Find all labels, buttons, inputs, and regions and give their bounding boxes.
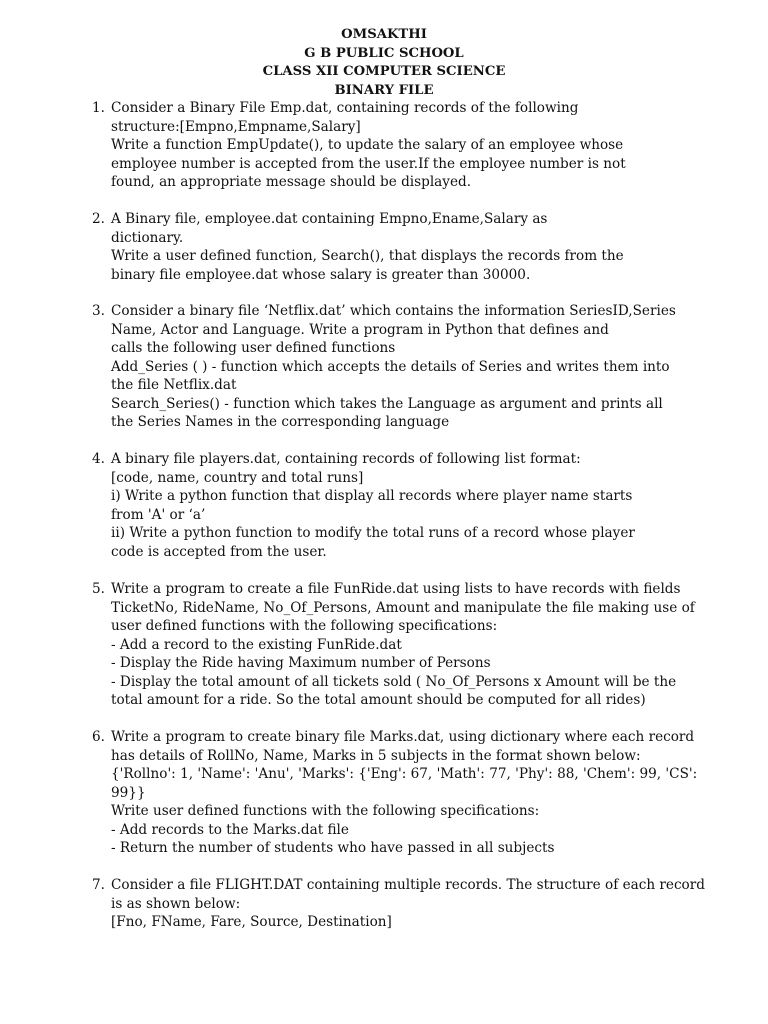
question-line: - Add records to the Marks.dat file bbox=[111, 821, 349, 838]
question-line: calls the following user defined functions bbox=[111, 340, 396, 356]
question-line: i) Write a python function that display all records where player name starts bbox=[111, 488, 633, 504]
header-line-2: G B PUBLIC SCHOOL bbox=[304, 45, 464, 61]
question-line: code is accepted from the user. bbox=[111, 543, 327, 560]
question-number: 2. bbox=[92, 211, 105, 227]
question-line: Write a function EmpUpdate(), to update the salary of an employee whose bbox=[111, 137, 624, 153]
question-line: is as shown below: bbox=[111, 895, 241, 912]
question-line: dictionary. bbox=[111, 229, 184, 246]
question-number: 7. bbox=[92, 877, 105, 893]
question-number: 6. bbox=[92, 729, 105, 745]
question-line: from 'A' or ‘a’ bbox=[111, 506, 206, 523]
question-line: {'Rollno': 1, 'Name': 'Anu', 'Marks': {'Eng': 67, 'Math': 77, 'Phy': 88, 'Chem': 99, 'CS': bbox=[111, 766, 698, 782]
question-line: [code, name, country and total runs] bbox=[111, 469, 364, 486]
question-line: Consider a binary file ‘Netflix.dat’ which contains the information SeriesID,Series bbox=[111, 303, 676, 319]
question-line: found, an appropriate message should be displayed. bbox=[111, 174, 472, 190]
header-line-3: CLASS XII COMPUTER SCIENCE bbox=[262, 64, 506, 79]
question-line: user defined functions with the following specifications: bbox=[111, 618, 498, 634]
question-number: 1. bbox=[92, 100, 105, 116]
question-line: Write a program to create a file FunRide.dat using lists to have records with fields bbox=[111, 581, 681, 597]
question-line: A Binary file, employee.dat containing Empno,Ename,Salary as bbox=[111, 211, 548, 227]
question-line: Write a user defined function, Search(), that displays the records from the bbox=[111, 248, 624, 264]
question-line: A binary file players.dat, containing records of following list format: bbox=[111, 451, 581, 467]
question-number: 3. bbox=[92, 303, 105, 319]
document-header bbox=[0, 26, 768, 100]
header-line-1: OMSAKTHI bbox=[341, 27, 427, 42]
question-line: Write a program to create binary file Marks.dat, using dictionary where each record bbox=[111, 729, 695, 745]
question-line: the Series Names in the corresponding language bbox=[111, 414, 450, 430]
question-line: - Display the total amount of all tickets sold ( No_Of_Persons x Amount will be the bbox=[111, 673, 677, 690]
question-number: 4. bbox=[92, 451, 105, 467]
question-line: 99}} bbox=[111, 784, 146, 801]
question-line: [Fno, FName, Fare, Source, Destination] bbox=[111, 914, 392, 930]
question-line: - Return the number of students who have passed in all subjects bbox=[111, 840, 555, 856]
question-line: Name, Actor and Language. Write a program in Python that defines and bbox=[111, 321, 609, 338]
header-line-4: BINARY FILE bbox=[334, 82, 434, 98]
question-line: Add_Series ( ) - function which accepts the details of Series and writes them into bbox=[111, 358, 670, 375]
question-line: Search_Series() - function which takes the Language as argument and prints all bbox=[111, 395, 663, 412]
question-line: structure:[Empno,Empname,Salary] bbox=[111, 118, 361, 135]
question-line: TicketNo, RideName, No_Of_Persons, Amount and manipulate the file making use of bbox=[111, 599, 695, 616]
question-line: - Display the Ride having Maximum number of Persons bbox=[111, 655, 491, 671]
question-line: Consider a file FLIGHT.DAT containing multiple records. The structure of each record bbox=[111, 877, 705, 893]
question-line: binary file employee.dat whose salary is greater than 30000. bbox=[111, 266, 531, 283]
question-line: Write user defined functions with the following specifications: bbox=[111, 803, 540, 819]
question-line: - Add a record to the existing FunRide.dat bbox=[111, 636, 402, 653]
question-line: the file Netflix.dat bbox=[111, 377, 237, 393]
question-number: 5. bbox=[92, 581, 105, 597]
question-line: total amount for a ride. So the total amount should be computed for all rides) bbox=[111, 692, 646, 708]
question-line: Consider a Binary File Emp.dat, containing records of the following bbox=[111, 100, 579, 116]
question-line: ii) Write a python function to modify the total runs of a record whose player bbox=[111, 525, 635, 541]
question-line: has details of RollNo, Name, Marks in 5 subjects in the format shown below: bbox=[111, 747, 641, 764]
question-line: employee number is accepted from the user.If the employee number is not bbox=[111, 155, 626, 172]
